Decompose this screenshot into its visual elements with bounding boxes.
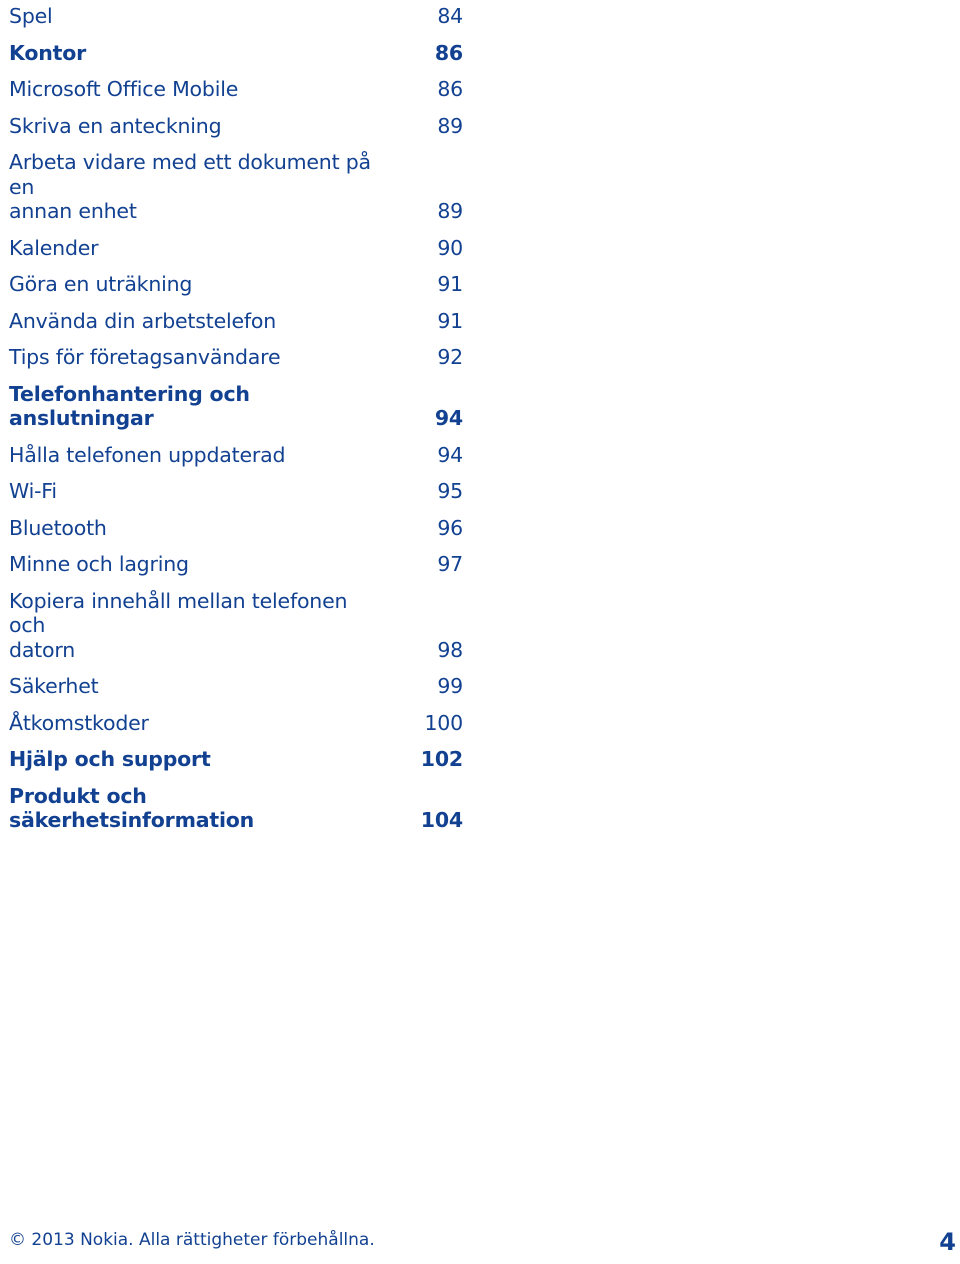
copyright-notice: © 2013 Nokia. Alla rättigheter förbehållna. (9, 1230, 375, 1250)
toc-entry[interactable] (9, 711, 463, 736)
toc-entry-page: 92 (437, 345, 463, 369)
toc-entry-title: Skriva en anteckning (9, 113, 222, 138)
toc-entry-title: Spel (9, 4, 53, 28)
toc-entry-page: 97 (437, 552, 463, 576)
toc-entry[interactable] (9, 150, 463, 224)
toc-section-heading[interactable] (9, 382, 463, 431)
toc-entry-page: 84 (437, 4, 463, 28)
toc-entry-page: 99 (437, 674, 463, 698)
page-number: 4 (939, 1228, 956, 1256)
toc-entry-title: Hjälp och support (9, 747, 211, 771)
toc-section-heading[interactable] (9, 41, 463, 66)
toc-entry-page: 86 (434, 40, 463, 65)
toc-entry-page: 98 (437, 637, 463, 662)
toc-entry[interactable] (9, 443, 463, 468)
toc-entry-page: 89 (437, 199, 463, 223)
toc-entry[interactable] (9, 309, 463, 334)
toc-entry-title: Telefonhantering och anslutningar (9, 381, 250, 430)
toc-entry-title: Åtkomstkoder (9, 710, 149, 735)
toc-entry-title: Säkerhet (9, 674, 99, 698)
toc-entry[interactable] (9, 345, 463, 370)
toc-entry-title: Produkt och säkerhetsinformation (9, 783, 255, 832)
toc-entry[interactable] (9, 77, 463, 102)
toc-entry[interactable] (9, 516, 463, 541)
toc-entry-title: Bluetooth (9, 515, 107, 540)
toc-entry-page: 102 (420, 747, 463, 771)
toc-entry-title: Hålla telefonen uppdaterad (9, 442, 286, 467)
toc-entry-page: 94 (437, 442, 463, 467)
toc-entry-title: Kopiera innehåll mellan telefonen och datorn (9, 588, 348, 662)
toc-section-heading[interactable] (9, 784, 463, 833)
toc-entry-title: Microsoft Office Mobile (9, 77, 239, 101)
toc-entry-title: Göra en uträkning (9, 272, 193, 296)
toc-entry-title: Arbeta vidare med ett dokument på en annan enhet (9, 150, 371, 223)
toc-entry-page: 100 (424, 710, 463, 735)
toc-entry-page: 95 (437, 479, 463, 503)
toc-entry[interactable] (9, 552, 463, 577)
toc-entry-title: Kontor (9, 40, 86, 65)
toc-entry[interactable] (9, 589, 463, 663)
toc-entry-page: 94 (434, 406, 463, 430)
toc-entry-page: 104 (420, 808, 463, 832)
toc-entry-title: Tips för företagsanvändare (9, 345, 281, 369)
toc-entry-page: 91 (437, 272, 463, 296)
toc-entry-page: 86 (437, 77, 463, 101)
toc-entry[interactable] (9, 114, 463, 139)
toc-entry[interactable] (9, 272, 463, 297)
toc-section-heading[interactable] (9, 747, 463, 772)
toc-entry-title: Wi-Fi (9, 479, 57, 503)
table-of-contents (9, 4, 463, 845)
toc-entry-page: 96 (437, 515, 463, 540)
toc-entry-page: 89 (437, 113, 463, 138)
toc-entry[interactable] (9, 479, 463, 504)
toc-entry-title: Kalender (9, 235, 99, 260)
toc-entry[interactable] (9, 674, 463, 699)
toc-entry-page: 90 (437, 235, 463, 260)
toc-entry-title: Använda din arbetstelefon (9, 308, 277, 333)
toc-entry[interactable] (9, 236, 463, 261)
toc-entry-page: 91 (437, 308, 463, 333)
toc-entry[interactable] (9, 4, 463, 29)
toc-entry-title: Minne och lagring (9, 552, 189, 576)
